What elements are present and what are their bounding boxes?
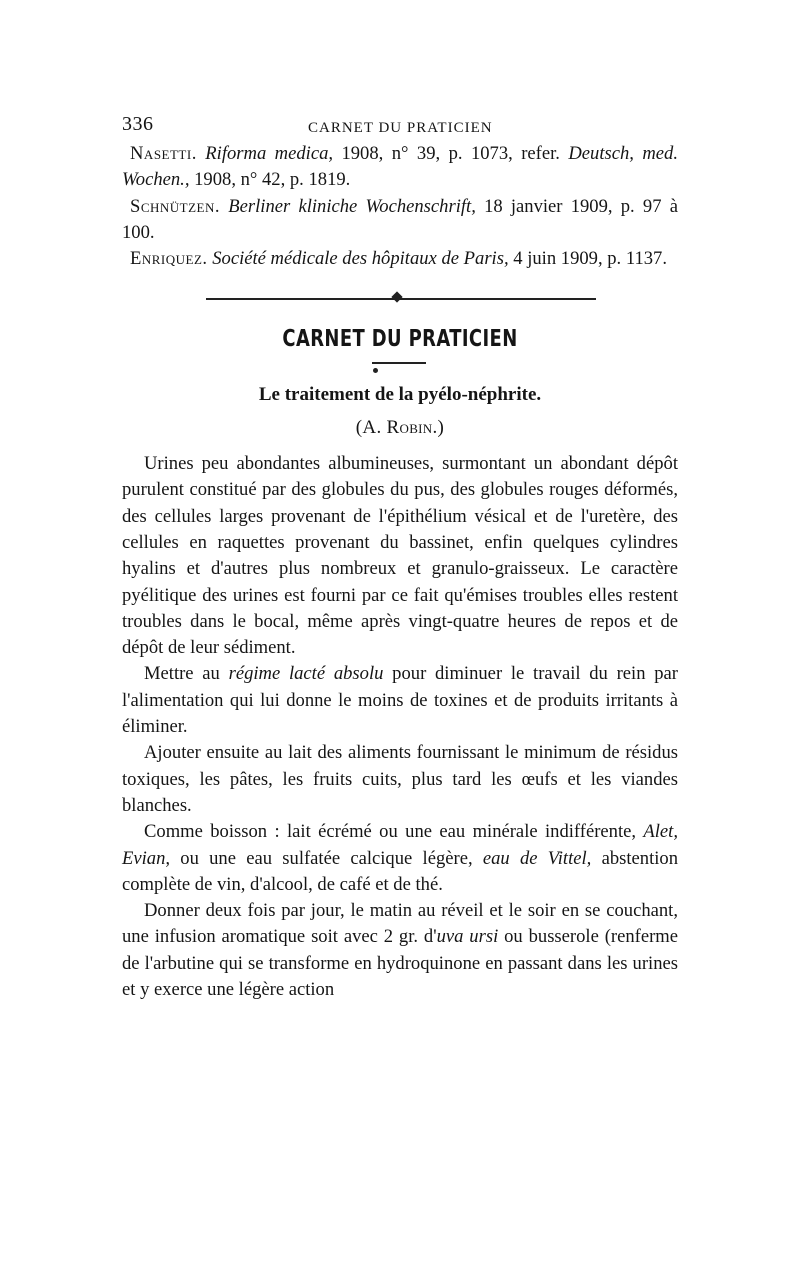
author-close: .) (432, 416, 445, 438)
author-name: Robin (386, 416, 433, 438)
reference-text: 18 janvier 1909, p. 97 à 100. (122, 195, 678, 243)
section-title: CARNET DU PRATICIEN (282, 326, 518, 353)
reference-author: Nasetti. (130, 143, 197, 164)
running-head (122, 105, 678, 135)
author-open: (A. (355, 416, 387, 438)
reference-item (122, 194, 678, 247)
paragraph-text: Comme boisson : lait écrémé ou une eau minérale indifférente, (144, 821, 644, 843)
reference-journal: Société médicale des hôpitaux de Paris, (212, 248, 509, 270)
paragraph-text: Ajouter ensuite au lait des aliments fournissant le minimum de résidus toxiques, les pâtes, les fruits cuits, plus tard les œufs et les viandes blanches. (122, 742, 678, 816)
paragraph (122, 451, 678, 661)
section-divider (122, 288, 678, 310)
paragraph (122, 740, 678, 819)
article-author (122, 415, 678, 441)
paragraph-emphasis: Alet, Evian, (122, 821, 678, 869)
paragraph (122, 661, 678, 740)
reference-text: 1908, n° 42, p. 1819. (189, 169, 351, 191)
reference-journal: Riforma medica, (205, 143, 334, 164)
paragraph-emphasis: uva ursi (436, 926, 499, 948)
page-number: 336 (122, 113, 154, 135)
reference-item (122, 246, 678, 272)
paragraph-text: Urines peu abondantes albumineuses, surmontant un abondant dépôt purulent constitué par des globules du pus, des globules rouges déformés, des cellules larges provenant de l'épithélium vésical et de l'uretère, des cellules en raquettes provenant du bassinet, enfin quelques cylindres hyalins et d'autres plus nombreux et granulo-graisseux. Le caractère pyélitique des urines est fourni par ce fait qu'émises troubles elles restent troubles dans le bocal, même après vingt-quatre heures de repos et de dépôt de leur sédiment. (122, 453, 678, 659)
paragraph-text: abstention complète de vin, d'alcool, de café et de thé. (122, 847, 678, 895)
references (122, 141, 678, 272)
paragraph-text: pour diminuer le travail du rein par l'alimentation qui lui donne le moins de toxines et de produits irritants à éliminer. (122, 663, 678, 738)
reference-journal: Deutsch, med. Wochen., (122, 143, 678, 191)
paragraph-text: Mettre au (144, 663, 229, 685)
running-title: CARNET DU PRATICIEN (308, 120, 493, 136)
paragraph-emphasis: régime lacté absolu (228, 663, 384, 685)
reference-author: Schnützen. (130, 195, 221, 217)
divider-line (206, 298, 596, 300)
reference-author: Enriquez. (130, 248, 208, 270)
paragraph-emphasis: eau de Vittel, (482, 847, 592, 869)
divider-ornament (391, 292, 402, 303)
reference-text: 1908, n° 39, p. 1073, refer. (333, 143, 569, 164)
page (122, 105, 678, 1003)
article-body (122, 451, 678, 1003)
article-title: Le traitement de la pyélo-néphrite. (258, 384, 542, 406)
paragraph-text: ou une eau sulfatée calcique légère, (170, 847, 483, 869)
ornament-line (372, 362, 426, 364)
paragraph (122, 898, 678, 1003)
reference-text: 4 juin 1909, p. 1137. (508, 248, 668, 270)
paragraph (122, 819, 678, 898)
reference-journal: Berliner kliniche Wochenschrift, (228, 195, 476, 217)
paragraph-text: ou busserole (renferme de l'arbutine qui se transforme en hydroquinone en passant dans les urines et y exerce une légère action (122, 926, 678, 1001)
ornament-dot (373, 368, 378, 373)
paragraph-text: Donner deux fois par jour, le matin au réveil et le soir en se couchant, une infusion aromatique soit avec 2 gr. d' (122, 900, 678, 948)
title-ornament (122, 354, 678, 380)
reference-item (122, 141, 678, 194)
